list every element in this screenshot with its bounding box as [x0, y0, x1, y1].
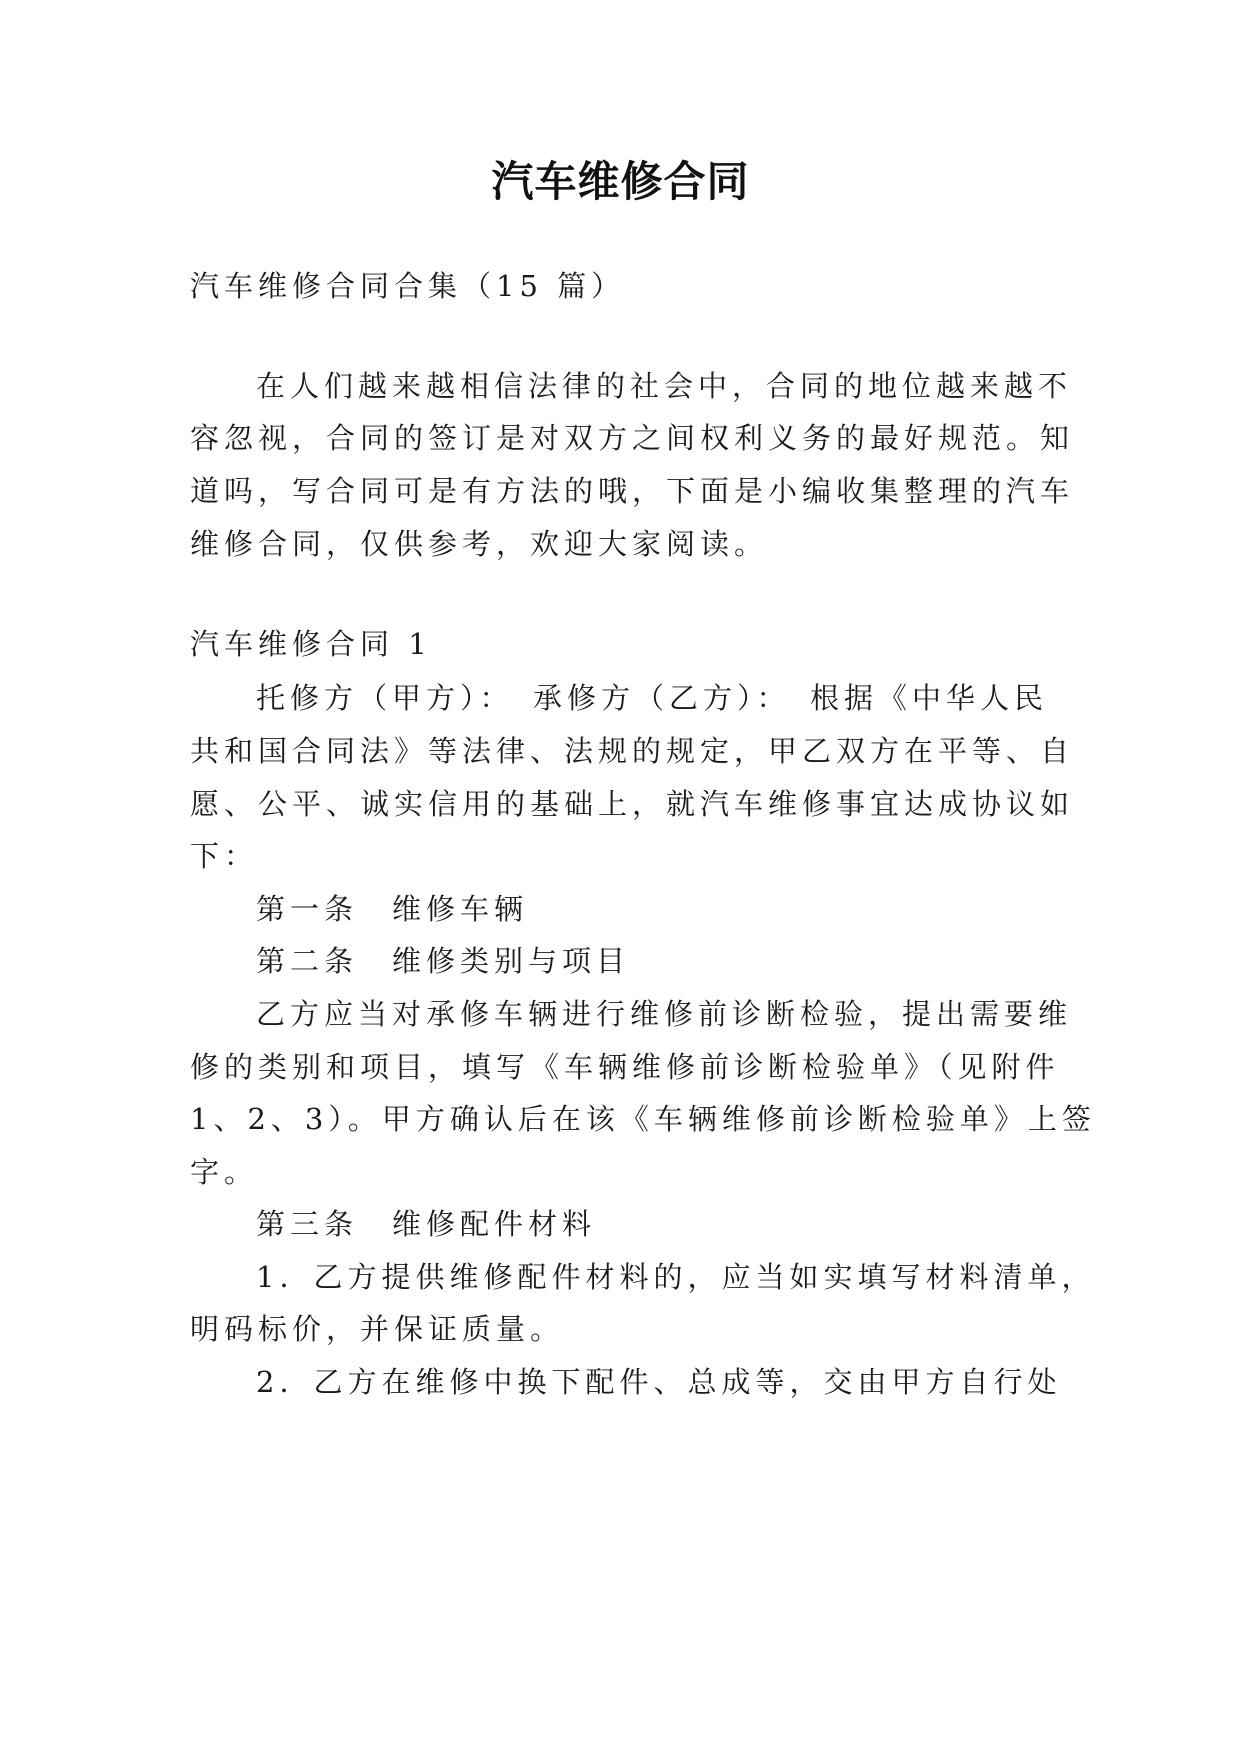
intro-line-4: 维修合同，仅供参考，欢迎大家阅读。: [190, 527, 769, 561]
item-1-line-2: 明码标价，并保证质量。: [190, 1312, 565, 1346]
parties-line-2: 共和国合同法》等法律、法规的规定，甲乙双方在平等、自: [190, 734, 1075, 768]
document-subtitle: 汽车维修合同合集（15 篇）: [190, 269, 626, 303]
intro-line-1: 在人们越来越相信法律的社会中，合同的地位越来越不: [256, 369, 1073, 403]
document-title: 汽车维修合同: [491, 157, 750, 206]
parties-line-3: 愿、公平、诚实信用的基础上，就汽车维修事宜达成协议如: [190, 787, 1075, 821]
article-2-heading: 第二条 维修类别与项目: [256, 944, 631, 978]
article-2-line-2: 修的类别和项目，填写《车辆维修前诊断检验单》（见附件: [190, 1050, 1060, 1084]
article-3-heading: 第三条 维修配件材料: [256, 1207, 597, 1241]
item-1-line-1: 1．乙方提供维修配件材料的，应当如实填写材料清单，: [256, 1260, 1096, 1294]
article-2-line-4: 字。: [190, 1155, 259, 1189]
parties-line-4: 下：: [190, 839, 259, 873]
article-2-line-1: 乙方应当对承修车辆进行维修前诊断检验，提出需要维: [256, 997, 1073, 1031]
item-2-line-1: 2．乙方在维修中换下配件、总成等，交由甲方自行处: [256, 1365, 1062, 1399]
parties-line-1: 托修方（甲方）： 承修方（乙方）： 根据《中华人民: [256, 681, 1049, 715]
section-heading: 汽车维修合同 1: [190, 627, 432, 661]
intro-line-2: 容忽视，合同的签订是对双方之间权利义务的最好规范。知: [190, 421, 1075, 455]
article-2-line-3: 1、2、3）。甲方确认后在该《车辆维修前诊断检验单》上签: [190, 1102, 1096, 1136]
intro-line-3: 道吗，写合同可是有方法的哦，下面是小编收集整理的汽车: [190, 474, 1075, 508]
article-1-heading: 第一条 维修车辆: [256, 892, 529, 926]
